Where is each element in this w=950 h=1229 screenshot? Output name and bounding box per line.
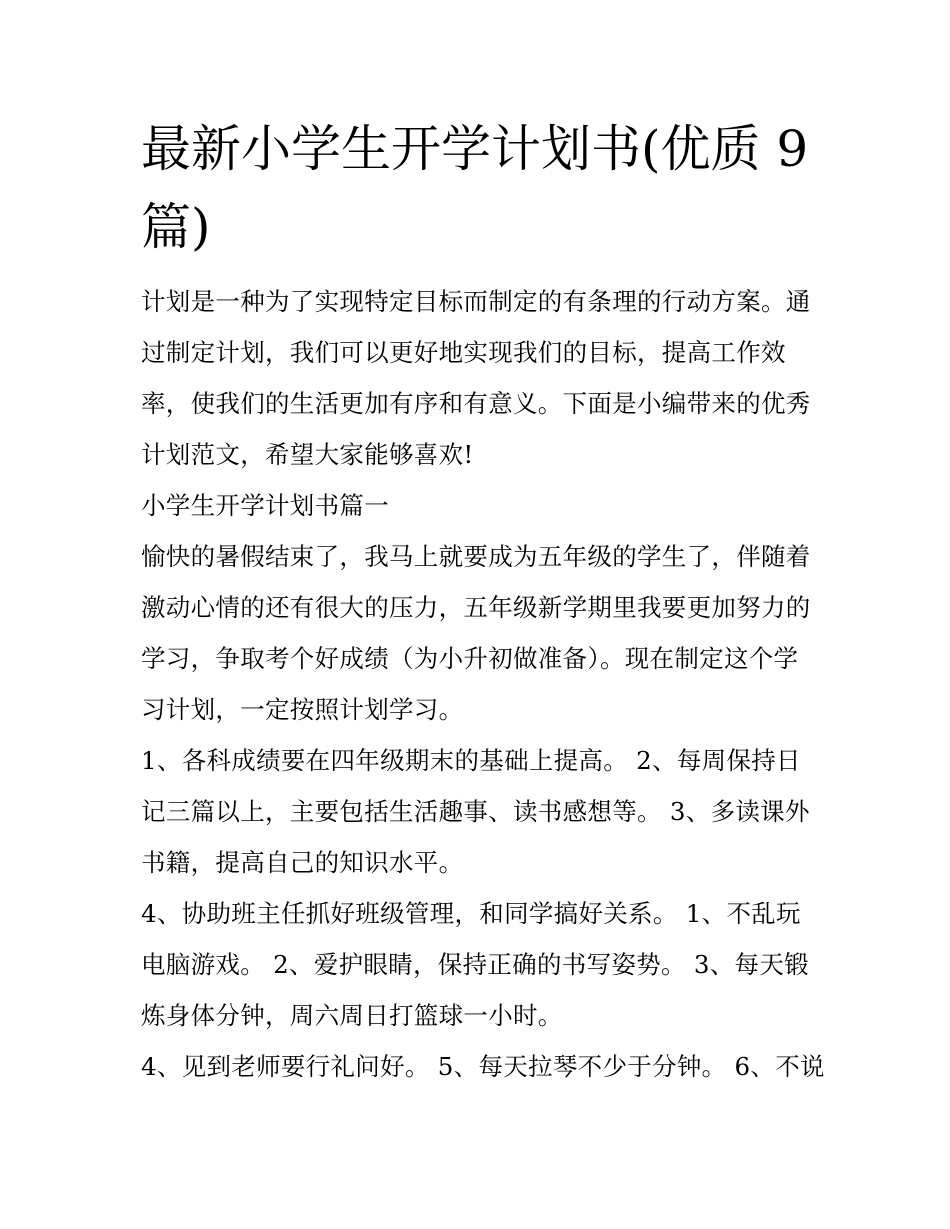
text-line: 习计划，一定按照计划学习。	[141, 695, 464, 724]
text-line: 记三篇以上，主要包括生活趣事、读书感想等。 3、多读课外	[141, 797, 810, 826]
document-body	[141, 276, 831, 1092]
text-line: 计划范文，希望大家能够喜欢!	[141, 440, 474, 469]
paragraph-3	[141, 888, 831, 1041]
title-line: 篇)	[141, 198, 211, 256]
text-line: 1、各科成绩要在四年级期末的基础上提高。 2、每周保持日	[141, 746, 801, 775]
document-title	[141, 110, 831, 266]
text-line: 率，使我们的生活更加有序和有意义。下面是小编带来的优秀	[141, 389, 811, 418]
paragraph-1	[141, 531, 831, 735]
text-line: 书籍，提高自己的知识水平。	[141, 848, 464, 877]
section-heading-text: 小学生开学计划书篇一	[141, 491, 389, 520]
text-line: 激动心情的还有很大的压力，五年级新学期里我要更加努力的	[141, 593, 811, 622]
paragraph-2	[141, 735, 831, 888]
text-line: 炼身体分钟，周六周日打篮球一小时。	[141, 1001, 563, 1030]
text-line: 4、协助班主任抓好班级管理，和同学搞好关系。 1、不乱玩	[141, 899, 801, 928]
intro-paragraph	[141, 276, 831, 480]
text-line: 4、见到老师要行礼问好。 5、每天拉琴不少于分钟。 6、不说	[141, 1052, 825, 1081]
paragraph-4	[141, 1041, 831, 1092]
section-heading	[141, 480, 831, 531]
text-line: 电脑游戏。 2、爱护眼睛，保持正确的书写姿势。 3、每天锻	[141, 950, 809, 979]
text-line: 愉快的暑假结束了，我马上就要成为五年级的学生了，伴随着	[141, 542, 811, 571]
text-line: 过制定计划，我们可以更好地实现我们的目标，提高工作效	[141, 338, 786, 367]
text-line: 学习，争取考个好成绩（为小升初做准备）。现在制定这个学	[141, 644, 799, 673]
title-line: 最新小学生开学计划书(优质 9	[141, 120, 809, 178]
text-line: 计划是一种为了实现特定目标而制定的有条理的行动方案。通	[141, 287, 811, 316]
